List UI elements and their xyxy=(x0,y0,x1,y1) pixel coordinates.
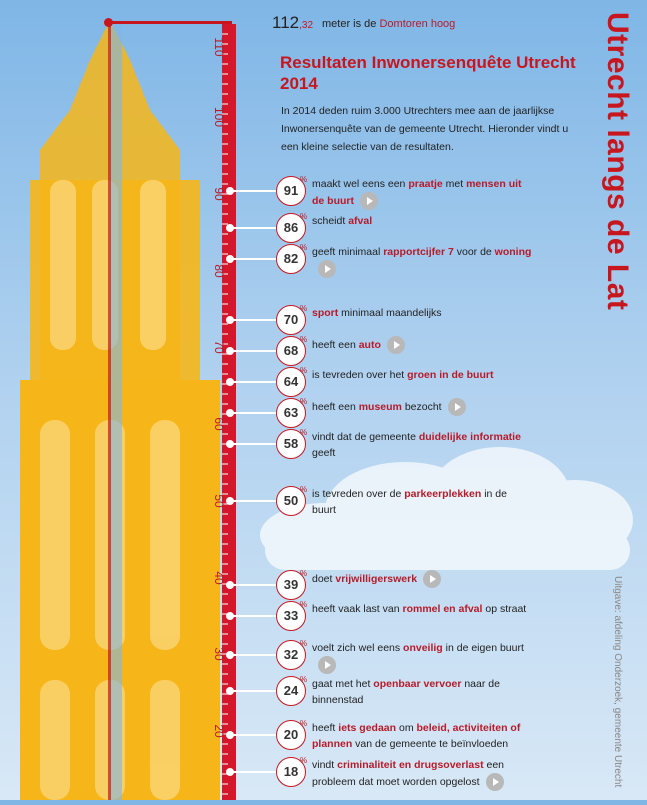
percent-sign: % xyxy=(300,485,308,494)
ruler-marker-dot xyxy=(226,440,234,448)
ruler-label: 110 xyxy=(212,37,226,57)
connector-line xyxy=(230,771,282,773)
play-button-icon[interactable] xyxy=(318,260,336,278)
ruler-marker-dot xyxy=(226,255,234,263)
ruler-label: 40 xyxy=(212,571,226,585)
result-text: gaat met het openbaar vervoer naar de binnenstad xyxy=(312,678,500,706)
ruler-label: 30 xyxy=(212,647,226,661)
result-text: heeft een auto xyxy=(312,336,532,354)
connector-line xyxy=(230,350,282,352)
dom-tower-illustration xyxy=(0,0,240,800)
ruler-label: 20 xyxy=(212,724,226,738)
connector-line xyxy=(230,381,282,383)
ruler-marker-dot xyxy=(226,612,234,620)
ruler-marker-dot xyxy=(226,347,234,355)
percent-sign: % xyxy=(300,428,308,437)
result-text: heeft iets gedaan om beleid, activiteiten of plannen van de gemeente te beïnvloeden xyxy=(312,722,521,750)
connector-line xyxy=(230,584,282,586)
percent-sign: % xyxy=(300,212,308,221)
ruler-marker-dot xyxy=(226,378,234,386)
result-text: is tevreden over het groen in de buurt xyxy=(312,369,494,381)
result-text: vindt criminaliteit en drugsoverlast een probleem dat moet worden opgelost xyxy=(312,757,532,791)
ruler-label: 80 xyxy=(212,264,226,278)
connector-line xyxy=(230,654,282,656)
percentage-badge: 24 xyxy=(276,676,306,706)
tower-top-dot xyxy=(104,18,113,27)
percent-sign: % xyxy=(300,639,308,648)
percent-sign: % xyxy=(300,756,308,765)
result-text: geeft minimaal rapportcijfer 7 voor de woning xyxy=(312,244,532,278)
result-text: is tevreden over de parkeerplekken in de buurt xyxy=(312,488,507,516)
credit-line: Uitgave: afdeling Onderzoek, gemeente Utrecht xyxy=(612,576,623,788)
ruler-marker-dot xyxy=(226,581,234,589)
percentage-badge: 58 xyxy=(276,429,306,459)
percentage-badge: 20 xyxy=(276,720,306,750)
percentage-badge: 86 xyxy=(276,213,306,243)
percentage-badge: 70 xyxy=(276,305,306,335)
play-button-icon[interactable] xyxy=(387,336,405,354)
connector-line xyxy=(230,227,282,229)
ruler-marker-dot xyxy=(226,316,234,324)
result-text: sport minimaal maandelijks xyxy=(312,307,442,319)
ruler-marker-dot xyxy=(226,224,234,232)
ruler-label: 100 xyxy=(212,106,226,128)
ruler-marker-dot xyxy=(226,409,234,417)
ruler-marker-dot xyxy=(226,497,234,505)
percent-sign: % xyxy=(300,719,308,728)
percent-sign: % xyxy=(300,243,308,252)
play-button-icon[interactable] xyxy=(360,192,378,210)
ruler-label: 90 xyxy=(212,187,226,201)
result-text: voelt zich wel eens onveilig in de eigen buurt xyxy=(312,640,532,674)
percent-sign: % xyxy=(300,675,308,684)
connector-line xyxy=(230,690,282,692)
result-text: maakt wel eens een praatje met mensen uit de buurt xyxy=(312,176,532,210)
connector-line xyxy=(230,190,282,192)
ruler-marker-dot xyxy=(226,687,234,695)
ruler-label: 70 xyxy=(212,340,226,354)
percent-sign: % xyxy=(300,569,308,578)
percentage-badge: 91 xyxy=(276,176,306,206)
result-text: heeft vaak last van rommel en afval op straat xyxy=(312,603,527,615)
result-text: doet vrijwilligerswerk xyxy=(312,570,532,588)
play-button-icon[interactable] xyxy=(318,656,336,674)
result-text: scheidt afval xyxy=(312,215,373,227)
percent-sign: % xyxy=(300,304,308,313)
connector-line xyxy=(230,734,282,736)
ruler-label: 50 xyxy=(212,494,226,508)
ruler-label: 60 xyxy=(212,417,226,431)
connector-line xyxy=(230,412,282,414)
connector-line xyxy=(230,319,282,321)
percent-sign: % xyxy=(300,397,308,406)
tower-height-text: meter is de Domtoren hoog xyxy=(322,18,456,30)
tower-height-line xyxy=(108,21,232,24)
ruler-marker-dot xyxy=(226,768,234,776)
percentage-badge: 18 xyxy=(276,757,306,787)
percentage-badge: 39 xyxy=(276,570,306,600)
percent-sign: % xyxy=(300,366,308,375)
ruler-marker-dot xyxy=(226,731,234,739)
percentage-badge: 50 xyxy=(276,486,306,516)
percent-sign: % xyxy=(300,600,308,609)
result-text: vindt dat de gemeente duidelijke informatie geeft xyxy=(312,431,521,459)
connector-line xyxy=(230,500,282,502)
tower-height-value: 112,32 xyxy=(272,13,314,32)
ruler-marker-dot xyxy=(226,651,234,659)
percentage-badge: 64 xyxy=(276,367,306,397)
percentage-badge: 68 xyxy=(276,336,306,366)
play-button-icon[interactable] xyxy=(423,570,441,588)
percentage-badge: 32 xyxy=(276,640,306,670)
connector-line xyxy=(230,443,282,445)
play-button-icon[interactable] xyxy=(486,773,504,791)
ruler-marker-dot xyxy=(226,187,234,195)
page-heading: Resultaten Inwonersenquête Utrecht 2014 xyxy=(280,53,576,93)
vertical-title: Utrecht langs de Lat xyxy=(601,12,634,311)
intro-text: In 2014 deden ruim 3.000 Utrechters mee aan de jaarlijkse Inwonersenquête van de gemeente Utrecht. Hieronder vindt u een kleine selectie van de resultaten. xyxy=(281,105,569,153)
connector-line xyxy=(230,615,282,617)
play-button-icon[interactable] xyxy=(448,398,466,416)
connector-line xyxy=(230,258,282,260)
percentage-badge: 33 xyxy=(276,601,306,631)
percent-sign: % xyxy=(300,335,308,344)
percentage-badge: 82 xyxy=(276,244,306,274)
result-text: heeft een museum bezocht xyxy=(312,398,532,416)
percent-sign: % xyxy=(300,175,308,184)
percentage-badge: 63 xyxy=(276,398,306,428)
